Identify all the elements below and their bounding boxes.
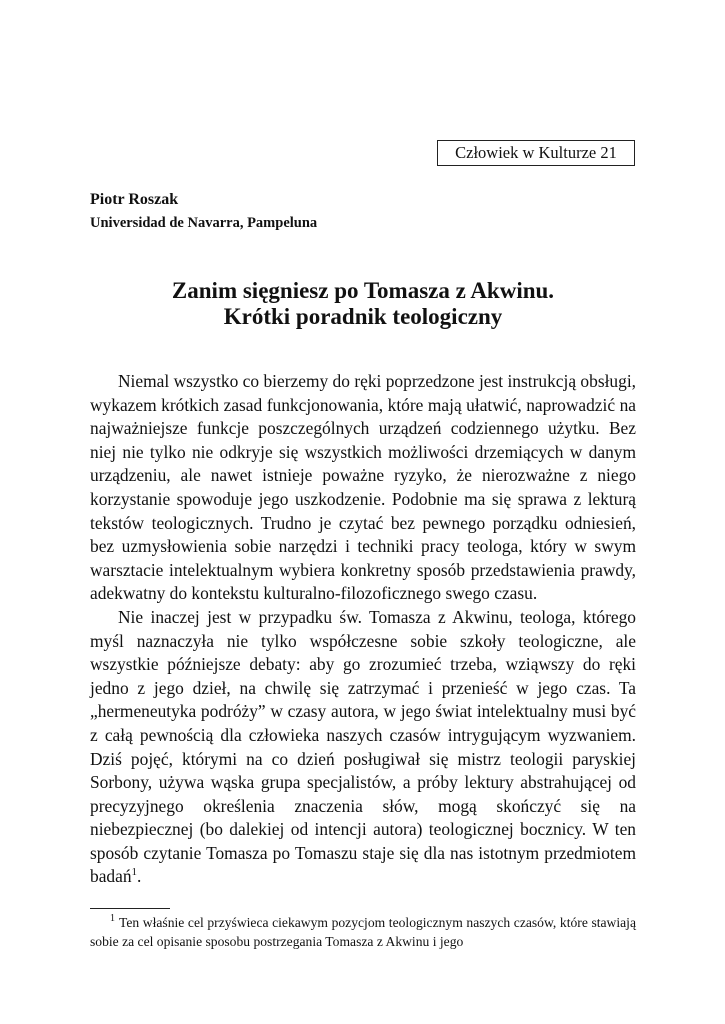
footnote-reference: 1	[131, 866, 138, 879]
author-affiliation: Universidad de Navarra, Pampeluna	[90, 215, 318, 231]
author-name: Piotr Roszak	[90, 191, 179, 208]
paragraph-text: Niemal wszystko co bierzemy do ręki poprzedzone jest instrukcją obsługi, wykazem krótkich zasad funkcjonowania, które mają ułatwić, naprowadzić na najważniejsze funkcje poszczególnych urządzeń codziennego użytku. Bez niej nie tylko nie odkryje się wszystkich możliwości drzemiących w danym urządzeniu, ale nawet istnieje poważne ryzyko, że nierozważne z niego korzystanie spowoduje jego uszkodzenie. Podobnie ma się sprawa z lekturą tekstów teologicznych. Trudno je czytać bez pewnego porządku odniesień, bez uzmysłowienia sobie narzędzi i techniki pracy teologa, który w swym warsztacie intelektualnym wybiera konkretny sposób przedstawienia prawdy, adekwatny do kontekstu kulturalno-filozoficznego swego czasu.	[90, 371, 636, 604]
footnote-separator	[90, 908, 170, 909]
footnote-text: Ten właśnie cel przyświeca ciekawym pozycjom teologicznym naszych czasów, które stawiają sobie za cel opisanie sposobu postrzegania Tomasza z Akwinu i jego	[90, 915, 636, 949]
footnote-number: 1	[110, 913, 115, 925]
title-line-1: Zanim sięgniesz po Tomasza z Akwinu.	[171, 278, 555, 303]
journal-header-box	[437, 140, 635, 166]
title-line-2: Krótki poradnik teologiczny	[223, 304, 503, 329]
paragraph	[90, 370, 636, 606]
journal-title: Człowiek w Kulturze 21	[455, 143, 617, 162]
footnote	[90, 913, 636, 951]
paragraph: Nie inaczej jest w przypadku św. Tomasza z Akwinu, teologa, którego myśl naznaczyła nie tylko współczesne sobie szkoły teologiczne, ale wszystkie późniejsze debaty: aby go zrozumieć trzeba, wziąwszy do ręki jedno z jego dzieł, na chwilę się zatrzymać i przenieść w jego czas. Ta „hermeneutyka podróży” w czasy autora, w jego świat intelektualny musi być z całą pewnością dla człowieka naszych czasów intrygującym wyzwaniem. Dziś pojęć, którymi na co dzień posługiwał się mistrz teologii paryskiej Sorbony, używa wąska grupa specjalistów, a próby lektury abstrahującej od precyzyjnego określenia znaczenia słów, mogą skończyć się na niebezpiecznej (bo dalekiej od intencji autora) teologicznej bocznicy. W ten sposób czytanie Tomasza po Tomaszu staje się dla nas istotnym przedmiotem badań$^1$.	[90, 606, 636, 887]
article-body	[90, 370, 636, 889]
article-title	[90, 278, 636, 330]
paragraph-text: Nie inaczej jest w przypadku św. Tomasza z Akwinu, teologa, którego myśl naznaczyła nie tylko współczesne sobie szkoły teologiczne, ale wszystkie późniejsze debaty: aby go zrozumieć trzeba, wziąwszy do ręki jedno z jego dzieł, na chwilę się zatrzymać i przenieść w jego czas. Ta „hermeneutyka podróży” w czasy autora, w jego świat intelektualny musi być z całą pewnością dla człowieka naszych czasów intrygującym wyzwaniem. Dziś pojęć, którymi na co dzień posługiwał się mistrz teologii paryskiej Sorbony, używa wąska grupa specjalistów, a próby lektury abstrahującej od precyzyjnego określenia znaczenia słów, mogą skończyć się na niebezpiecznej (bo dalekiej od intencji autora) teologicznej bocznicy. W ten sposób czytanie Tomasza po Tomaszu staje się dla nas istotnym przedmiotem badań	[90, 606, 636, 887]
